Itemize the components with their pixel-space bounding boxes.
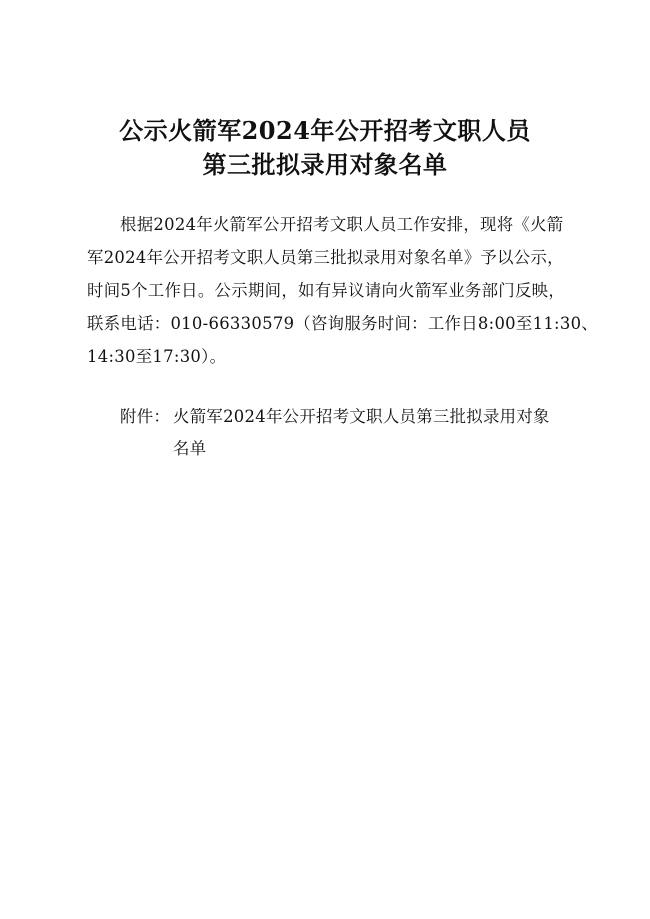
body-paragraph-line-1: 根据2024年火箭军公开招考文职人员工作安排，现将《火箭 bbox=[120, 215, 564, 234]
attachment-title-line-2: 名单 bbox=[173, 439, 207, 458]
body-paragraph-line-3: 时间5个工作日。公示期间，如有异议请向火箭军业务部门反映， bbox=[87, 281, 566, 300]
body-paragraph-line-4: 联系电话：010-66330579（咨询服务时间：工作日8:00至11:30、 bbox=[87, 314, 599, 333]
body-paragraph-line-5: 14:30至17:30）。 bbox=[87, 347, 227, 366]
body-paragraph-line-2: 军2024年公开招考文职人员第三批拟录用对象名单》予以公示， bbox=[87, 248, 564, 267]
document-title-line-2: 第三批拟录用对象名单 bbox=[202, 150, 448, 179]
document-title-line-1: 公示火箭军2024年公开招考文职人员 bbox=[119, 116, 531, 145]
attachment-label: 附件： bbox=[120, 407, 171, 426]
attachment-title-line-1: 火箭军2024年公开招考文职人员第三批拟录用对象 bbox=[173, 407, 550, 426]
